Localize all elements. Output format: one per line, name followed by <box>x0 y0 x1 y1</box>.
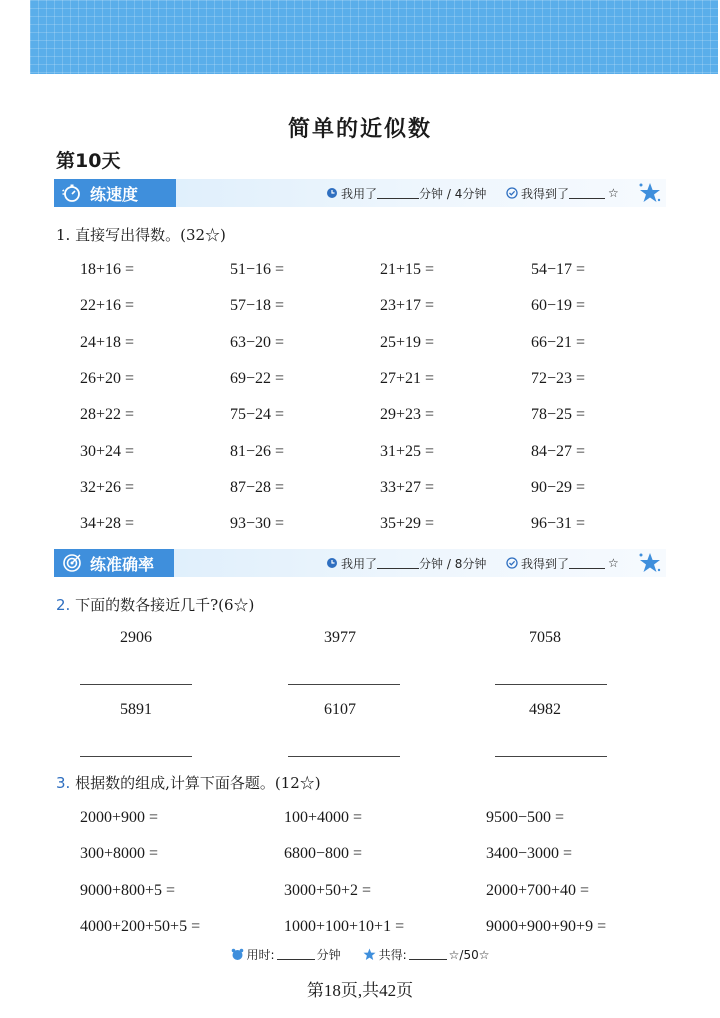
q3-expression: 2000+900 = <box>80 809 159 826</box>
q1-expression: 33+27 = <box>380 478 435 496</box>
question-2-number: 2. <box>56 596 71 614</box>
q1-expression: 51−16 = <box>230 261 285 278</box>
q2-answer-line[interactable] <box>80 756 192 757</box>
page-title: 简单的近似数 <box>287 117 432 142</box>
q1-expression: 96−31 = <box>531 515 586 533</box>
q1-expression: 34+28 = <box>80 515 135 533</box>
q1-expression: 26+20 = <box>80 369 135 387</box>
q2-number-item: 4982 <box>529 701 561 718</box>
page-number: 第18页,共42页 <box>306 981 414 1000</box>
q3-expression: 9000+900+90+9 = <box>486 917 607 935</box>
speed-score-blank[interactable] <box>569 188 605 199</box>
q3-expression: 300+8000 = <box>80 845 159 863</box>
q1-expression: 32+26 = <box>80 478 135 496</box>
footer-time-label: 用时: <box>246 948 275 962</box>
q1-expression: 18+16 = <box>80 261 135 278</box>
q1-expression: 35+29 = <box>380 515 435 533</box>
q1-expression: 60−19 = <box>531 297 586 315</box>
q3-expression: 4000+200+50+5 = <box>80 917 201 935</box>
q1-expression: 21+15 = <box>380 261 435 278</box>
q1-expression: 54−17 = <box>531 261 586 278</box>
footer-time-blank[interactable] <box>277 949 315 960</box>
q3-expression: 3000+50+2 = <box>284 881 372 899</box>
speed-section-bar <box>54 179 666 207</box>
q1-expression: 66−21 = <box>531 333 586 351</box>
accuracy-time-blank[interactable] <box>377 558 419 569</box>
q3-expression: 6800−800 = <box>284 845 363 863</box>
q1-expression: 28+22 = <box>80 406 135 424</box>
q1-expression: 30+24 = <box>80 442 135 460</box>
alarm-clock-icon <box>231 948 244 961</box>
day-label: 第10天 <box>56 150 121 172</box>
accuracy-score-blank[interactable] <box>569 558 605 569</box>
q2-number-item: 5891 <box>120 701 152 718</box>
q2-number-item: 7058 <box>529 629 561 646</box>
footer-total-suffix: ☆/50☆ <box>448 947 490 962</box>
q1-expression: 22+16 = <box>80 297 135 315</box>
footer-total-label: 共得: <box>378 948 407 962</box>
q1-expression: 75−24 = <box>230 406 285 424</box>
footer-total <box>363 946 490 963</box>
target-icon <box>62 553 82 573</box>
q1-expression: 78−25 = <box>531 406 586 424</box>
check-circle-icon <box>506 187 518 199</box>
footer-total-blank[interactable] <box>409 949 447 960</box>
speed-time-used-label: 我用了 <box>341 186 378 201</box>
q1-expression: 57−18 = <box>230 297 285 315</box>
q1-expression: 27+21 = <box>380 369 435 387</box>
q1-expression: 25+19 = <box>380 333 435 351</box>
q1-expression: 87−28 = <box>230 478 285 496</box>
q3-expression: 2000+700+40 = <box>486 881 590 899</box>
footer-time <box>231 946 341 963</box>
accuracy-got-label: 我得到了 <box>521 556 570 571</box>
accuracy-score <box>506 549 619 577</box>
sparkle-star-icon <box>638 552 662 574</box>
q3-expression: 9500−500 = <box>486 809 565 826</box>
question-1-title <box>56 224 226 245</box>
q2-number-item: 2906 <box>120 629 152 646</box>
question-1-text: 直接写出得数。(32☆) <box>75 226 226 244</box>
accuracy-time-limit: 分钟 / 8分钟 <box>419 556 487 571</box>
q1-expression: 31+25 = <box>380 442 435 460</box>
q2-number-item: 3977 <box>324 629 356 646</box>
q1-expression: 90−29 = <box>531 478 586 496</box>
clock-icon <box>326 187 338 199</box>
speed-got-label: 我得到了 <box>521 186 570 201</box>
header-banner <box>30 0 718 74</box>
question-3-title <box>56 772 321 793</box>
speed-section-label: 练速度 <box>90 184 139 204</box>
speed-score <box>506 179 619 207</box>
speed-time-limit: 分钟 / 4分钟 <box>419 186 487 201</box>
q1-expression: 84−27 = <box>531 442 586 460</box>
clock-icon <box>326 557 338 569</box>
q1-expression: 29+23 = <box>380 406 435 424</box>
q1-expression: 93−30 = <box>230 515 285 533</box>
q1-expression: 72−23 = <box>531 369 586 387</box>
q3-expression: 3400−3000 = <box>486 845 573 863</box>
q1-expression: 69−22 = <box>230 369 285 387</box>
footer-summary <box>0 946 720 963</box>
q2-answer-line[interactable] <box>495 684 607 685</box>
q2-answer-line[interactable] <box>80 684 192 685</box>
q2-number-item: 6107 <box>324 701 356 718</box>
q1-expression: 63−20 = <box>230 333 285 351</box>
q2-answer-line[interactable] <box>495 756 607 757</box>
accuracy-section-bar <box>54 549 666 577</box>
accuracy-time-used-label: 我用了 <box>341 556 378 571</box>
q1-expression: 24+18 = <box>80 333 135 351</box>
question-1-number: 1. <box>56 226 71 244</box>
check-circle-icon <box>506 557 518 569</box>
q1-expression: 81−26 = <box>230 442 285 460</box>
star-icon <box>363 948 376 961</box>
question-3-number: 3. <box>56 774 71 792</box>
q3-expression: 100+4000 = <box>284 809 363 826</box>
accuracy-time-used <box>326 549 486 577</box>
accuracy-section-label: 练准确率 <box>90 554 155 574</box>
accuracy-section-tag <box>54 549 174 577</box>
speed-section-tag <box>54 179 176 207</box>
speed-star: ☆ <box>608 186 619 200</box>
q2-answer-line[interactable] <box>288 756 400 757</box>
question-2-title <box>56 594 254 615</box>
q1-expression: 23+17 = <box>380 297 435 315</box>
question-2-text: 下面的数各接近几千?(6☆) <box>75 596 255 614</box>
accuracy-star: ☆ <box>608 556 619 570</box>
q3-expression: 9000+800+5 = <box>80 881 176 899</box>
q2-answer-line[interactable] <box>288 684 400 685</box>
question-3-text: 根据数的组成,计算下面各题。(12☆) <box>75 774 321 792</box>
stopwatch-icon <box>62 183 82 203</box>
q3-expression: 1000+100+10+1 = <box>284 917 405 935</box>
speed-time-blank[interactable] <box>377 188 419 199</box>
sparkle-star-icon <box>638 182 662 204</box>
footer-time-unit: 分钟 <box>316 948 341 962</box>
speed-time-used <box>326 179 486 207</box>
